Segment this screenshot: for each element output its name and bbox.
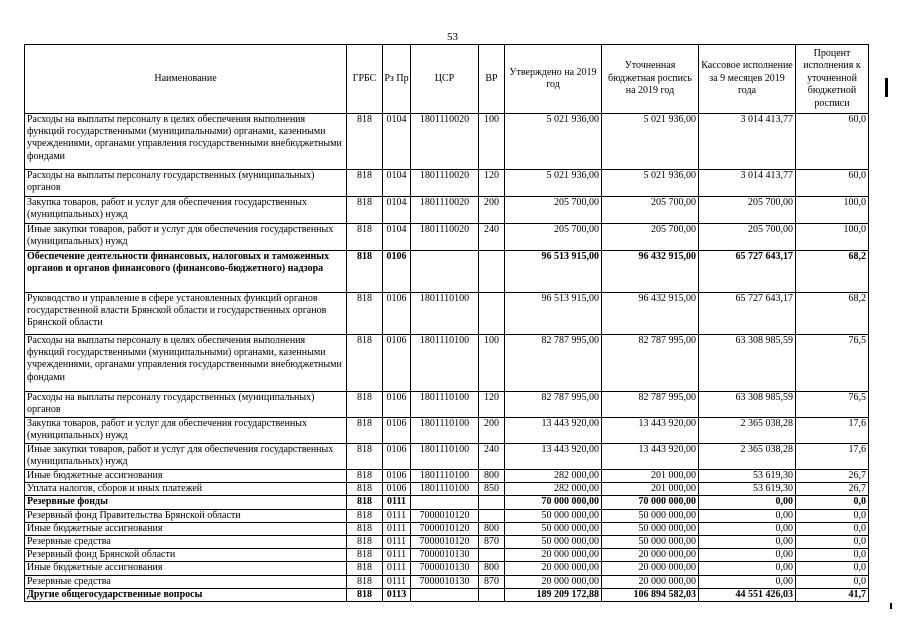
- cell-rzpr: 0104: [383, 197, 411, 224]
- cell-percent: 76,5: [796, 335, 869, 392]
- header-specified: Уточненная бюджетная роспись на 2019 год: [602, 45, 699, 114]
- cell-specified: 82 787 995,00: [602, 335, 699, 392]
- cell-approved: 96 513 915,00: [505, 251, 602, 293]
- cell-name: Руководство и управление в сфере установленных функций органов государственной власти Брянской области и государственных органов Брянской области: [25, 293, 347, 335]
- cell-rzpr: 0113: [383, 588, 411, 601]
- cell-specified: 205 700,00: [602, 197, 699, 224]
- cell-grbs: 818: [347, 470, 383, 483]
- cell-approved: 82 787 995,00: [505, 392, 602, 418]
- cell-rzpr: 0106: [383, 418, 411, 444]
- page-number: 53: [447, 31, 458, 43]
- cell-grbs: 818: [347, 536, 383, 549]
- cell-specified: 70 000 000,00: [602, 496, 699, 509]
- header-csr: ЦСР: [411, 45, 479, 114]
- cell-cash: 3 014 413,77: [699, 114, 796, 170]
- cell-rzpr: 0106: [383, 293, 411, 335]
- header-grbs: ГРБС: [347, 45, 383, 114]
- cell-specified: 13 443 920,00: [602, 418, 699, 444]
- cell-approved: 70 000 000,00: [505, 496, 602, 509]
- cell-name: Резервные фонды: [25, 496, 347, 509]
- cell-name: Расходы на выплаты персоналу в целях обеспечения выполнения функций государственными (муниципальными) органами, казенными учреждениями, органами управления государственными внебюджетными фондами: [25, 114, 347, 170]
- table-header-row: [25, 45, 869, 114]
- cell-csr: 7000010130: [411, 562, 479, 575]
- cell-name: Другие общегосударственные вопросы: [25, 588, 347, 601]
- cell-csr: 1801110100: [411, 470, 479, 483]
- cell-specified: 201 000,00: [602, 470, 699, 483]
- cell-csr: 1801110020: [411, 114, 479, 170]
- cell-approved: 20 000 000,00: [505, 549, 602, 562]
- cell-cash: 53 619,30: [699, 483, 796, 496]
- cell-grbs: 818: [347, 522, 383, 535]
- cell-percent: 0,0: [796, 575, 869, 588]
- cell-rzpr: 0106: [383, 444, 411, 470]
- cell-rzpr: 0111: [383, 522, 411, 535]
- table-row: [25, 392, 869, 418]
- cell-approved: 282 000,00: [505, 470, 602, 483]
- cell-percent: 76,5: [796, 392, 869, 418]
- cell-approved: 205 700,00: [505, 197, 602, 224]
- cell-grbs: 818: [347, 170, 383, 197]
- cell-grbs: 818: [347, 588, 383, 601]
- cell-vr: 240: [479, 224, 505, 251]
- cell-csr: 1801110020: [411, 170, 479, 197]
- cell-vr: [479, 549, 505, 562]
- cell-cash: 0,00: [699, 522, 796, 535]
- cell-rzpr: 0111: [383, 509, 411, 522]
- cell-csr: 1801110100: [411, 483, 479, 496]
- cell-rzpr: 0104: [383, 224, 411, 251]
- cell-percent: 60,0: [796, 170, 869, 197]
- margin-mark: [885, 78, 888, 97]
- cell-rzpr: 0111: [383, 575, 411, 588]
- cell-vr: 800: [479, 470, 505, 483]
- table-row: [25, 224, 869, 251]
- header-percent: Процент исполнения к уточненной бюджетной росписи: [796, 45, 869, 114]
- cell-cash: 205 700,00: [699, 197, 796, 224]
- cell-specified: 50 000 000,00: [602, 536, 699, 549]
- cell-name: Иные бюджетные ассигнования: [25, 522, 347, 535]
- cell-approved: 82 787 995,00: [505, 335, 602, 392]
- cell-cash: 0,00: [699, 536, 796, 549]
- cell-csr: 1801110100: [411, 418, 479, 444]
- cell-rzpr: 0106: [383, 392, 411, 418]
- cell-specified: 50 000 000,00: [602, 522, 699, 535]
- cell-grbs: 818: [347, 575, 383, 588]
- cell-grbs: 818: [347, 224, 383, 251]
- cell-cash: 0,00: [699, 549, 796, 562]
- cell-name: Обеспечение деятельности финансовых, налоговых и таможенных органов и органов финансового (финансово-бюджетного) надзора: [25, 251, 347, 293]
- cell-csr: 7000010130: [411, 575, 479, 588]
- cell-percent: 0,0: [796, 562, 869, 575]
- cell-grbs: 818: [347, 251, 383, 293]
- cell-specified: 82 787 995,00: [602, 392, 699, 418]
- cell-name: Резервный фонд Брянской области: [25, 549, 347, 562]
- cell-approved: 20 000 000,00: [505, 575, 602, 588]
- cell-cash: 65 727 643,17: [699, 293, 796, 335]
- cell-approved: 50 000 000,00: [505, 522, 602, 535]
- table-row: [25, 496, 869, 509]
- cell-csr: 1801110100: [411, 444, 479, 470]
- cell-vr: 800: [479, 522, 505, 535]
- cell-rzpr: 0104: [383, 170, 411, 197]
- cell-name: Резервные средства: [25, 575, 347, 588]
- cell-name: Иные закупки товаров, работ и услуг для обеспечения государственных (муниципальных) нужд: [25, 224, 347, 251]
- cell-vr: 100: [479, 335, 505, 392]
- header-cash: Кассовое исполнение за 9 месяцев 2019 года: [699, 45, 796, 114]
- cell-cash: 2 365 038,28: [699, 444, 796, 470]
- header-name: Наименование: [25, 45, 347, 114]
- cell-rzpr: 0106: [383, 483, 411, 496]
- cell-percent: 0,0: [796, 509, 869, 522]
- cell-grbs: 818: [347, 418, 383, 444]
- cell-name: Резервные средства: [25, 536, 347, 549]
- cell-approved: 50 000 000,00: [505, 536, 602, 549]
- cell-rzpr: 0111: [383, 562, 411, 575]
- cell-vr: 100: [479, 114, 505, 170]
- cell-vr: 200: [479, 418, 505, 444]
- cell-vr: [479, 251, 505, 293]
- header-rzpr: Рз Пр: [383, 45, 411, 114]
- cell-specified: 201 000,00: [602, 483, 699, 496]
- cell-percent: 0,0: [796, 549, 869, 562]
- cell-approved: 282 000,00: [505, 483, 602, 496]
- table-row: [25, 483, 869, 496]
- cell-approved: 205 700,00: [505, 224, 602, 251]
- cell-percent: 17,6: [796, 418, 869, 444]
- cell-vr: 800: [479, 562, 505, 575]
- margin-mark: [890, 603, 892, 609]
- table-row: [25, 197, 869, 224]
- table-row: [25, 444, 869, 470]
- cell-vr: 120: [479, 170, 505, 197]
- cell-vr: [479, 509, 505, 522]
- cell-cash: 63 308 985,59: [699, 335, 796, 392]
- cell-percent: 0,0: [796, 536, 869, 549]
- cell-csr: 1801110100: [411, 293, 479, 335]
- budget-table: [24, 44, 869, 602]
- cell-vr: 200: [479, 197, 505, 224]
- table-row: [25, 114, 869, 170]
- cell-vr: 240: [479, 444, 505, 470]
- table-row: [25, 575, 869, 588]
- cell-cash: 205 700,00: [699, 224, 796, 251]
- cell-name: Иные закупки товаров, работ и услуг для обеспечения государственных (муниципальных) нужд: [25, 444, 347, 470]
- cell-name: Расходы на выплаты персоналу государственных (муниципальных) органов: [25, 392, 347, 418]
- cell-approved: 13 443 920,00: [505, 444, 602, 470]
- cell-approved: 5 021 936,00: [505, 114, 602, 170]
- cell-specified: 96 432 915,00: [602, 293, 699, 335]
- cell-approved: 13 443 920,00: [505, 418, 602, 444]
- cell-grbs: 818: [347, 197, 383, 224]
- cell-percent: 100,0: [796, 197, 869, 224]
- cell-grbs: 818: [347, 509, 383, 522]
- cell-csr: 1801110100: [411, 335, 479, 392]
- cell-cash: 63 308 985,59: [699, 392, 796, 418]
- table-row: [25, 470, 869, 483]
- cell-grbs: 818: [347, 335, 383, 392]
- cell-specified: 106 894 582,03: [602, 588, 699, 601]
- cell-cash: 0,00: [699, 562, 796, 575]
- cell-name: Расходы на выплаты персоналу в целях обеспечения выполнения функций государственными (муниципальными) органами, казенными учреждениями, органами управления государственными внебюджетными фондами: [25, 335, 347, 392]
- cell-name: Закупка товаров, работ и услуг для обеспечения государственных (муниципальных) нужд: [25, 197, 347, 224]
- cell-rzpr: 0111: [383, 549, 411, 562]
- cell-cash: 2 365 038,28: [699, 418, 796, 444]
- cell-percent: 60,0: [796, 114, 869, 170]
- cell-approved: 189 209 172,88: [505, 588, 602, 601]
- cell-specified: 96 432 915,00: [602, 251, 699, 293]
- cell-percent: 17,6: [796, 444, 869, 470]
- cell-csr: 1801110100: [411, 392, 479, 418]
- cell-cash: 0,00: [699, 496, 796, 509]
- table-row: [25, 522, 869, 535]
- cell-vr: 870: [479, 575, 505, 588]
- cell-csr: [411, 496, 479, 509]
- cell-csr: 7000010120: [411, 536, 479, 549]
- cell-vr: 850: [479, 483, 505, 496]
- cell-name: Расходы на выплаты персоналу государственных (муниципальных) органов: [25, 170, 347, 197]
- cell-percent: 26,7: [796, 470, 869, 483]
- table-row: [25, 293, 869, 335]
- cell-rzpr: 0111: [383, 496, 411, 509]
- cell-vr: [479, 588, 505, 601]
- cell-specified: 13 443 920,00: [602, 444, 699, 470]
- cell-cash: 53 619,30: [699, 470, 796, 483]
- cell-rzpr: 0111: [383, 536, 411, 549]
- cell-name: Иные бюджетные ассигнования: [25, 562, 347, 575]
- cell-cash: 0,00: [699, 509, 796, 522]
- cell-name: Резервный фонд Правительства Брянской области: [25, 509, 347, 522]
- cell-percent: 26,7: [796, 483, 869, 496]
- cell-grbs: 818: [347, 549, 383, 562]
- header-approved: Утверждено на 2019 год: [505, 45, 602, 114]
- cell-percent: 0,0: [796, 522, 869, 535]
- cell-approved: 50 000 000,00: [505, 509, 602, 522]
- cell-percent: 68,2: [796, 293, 869, 335]
- cell-approved: 5 021 936,00: [505, 170, 602, 197]
- cell-grbs: 818: [347, 483, 383, 496]
- cell-specified: 5 021 936,00: [602, 114, 699, 170]
- table-row: [25, 251, 869, 293]
- table-row: [25, 549, 869, 562]
- cell-rzpr: 0104: [383, 114, 411, 170]
- cell-cash: 44 551 426,03: [699, 588, 796, 601]
- table-row: [25, 562, 869, 575]
- cell-name: Закупка товаров, работ и услуг для обеспечения государственных (муниципальных) нужд: [25, 418, 347, 444]
- table-row: [25, 418, 869, 444]
- cell-specified: 20 000 000,00: [602, 562, 699, 575]
- table-body: [25, 114, 869, 602]
- cell-csr: [411, 251, 479, 293]
- cell-vr: 870: [479, 536, 505, 549]
- cell-csr: 7000010120: [411, 509, 479, 522]
- cell-approved: 20 000 000,00: [505, 562, 602, 575]
- cell-cash: 65 727 643,17: [699, 251, 796, 293]
- table-row: [25, 170, 869, 197]
- cell-approved: 96 513 915,00: [505, 293, 602, 335]
- cell-vr: 120: [479, 392, 505, 418]
- cell-percent: 0,0: [796, 496, 869, 509]
- cell-grbs: 818: [347, 562, 383, 575]
- cell-rzpr: 0106: [383, 251, 411, 293]
- cell-grbs: 818: [347, 293, 383, 335]
- cell-name: Уплата налогов, сборов и иных платежей: [25, 483, 347, 496]
- cell-specified: 5 021 936,00: [602, 170, 699, 197]
- cell-percent: 41,7: [796, 588, 869, 601]
- cell-csr: 7000010130: [411, 549, 479, 562]
- cell-percent: 100,0: [796, 224, 869, 251]
- cell-grbs: 818: [347, 392, 383, 418]
- cell-cash: 3 014 413,77: [699, 170, 796, 197]
- cell-rzpr: 0106: [383, 470, 411, 483]
- cell-specified: 20 000 000,00: [602, 575, 699, 588]
- table-row: [25, 335, 869, 392]
- cell-cash: 0,00: [699, 575, 796, 588]
- table-row: [25, 588, 869, 601]
- cell-name: Иные бюджетные ассигнования: [25, 470, 347, 483]
- cell-grbs: 818: [347, 114, 383, 170]
- table-row: [25, 509, 869, 522]
- cell-csr: [411, 588, 479, 601]
- cell-specified: 205 700,00: [602, 224, 699, 251]
- cell-grbs: 818: [347, 444, 383, 470]
- cell-grbs: 818: [347, 496, 383, 509]
- cell-specified: 50 000 000,00: [602, 509, 699, 522]
- cell-csr: 7000010120: [411, 522, 479, 535]
- cell-rzpr: 0106: [383, 335, 411, 392]
- cell-vr: [479, 496, 505, 509]
- cell-specified: 20 000 000,00: [602, 549, 699, 562]
- cell-vr: [479, 293, 505, 335]
- table-row: [25, 536, 869, 549]
- header-vr: ВР: [479, 45, 505, 114]
- cell-csr: 1801110020: [411, 197, 479, 224]
- cell-percent: 68,2: [796, 251, 869, 293]
- cell-csr: 1801110020: [411, 224, 479, 251]
